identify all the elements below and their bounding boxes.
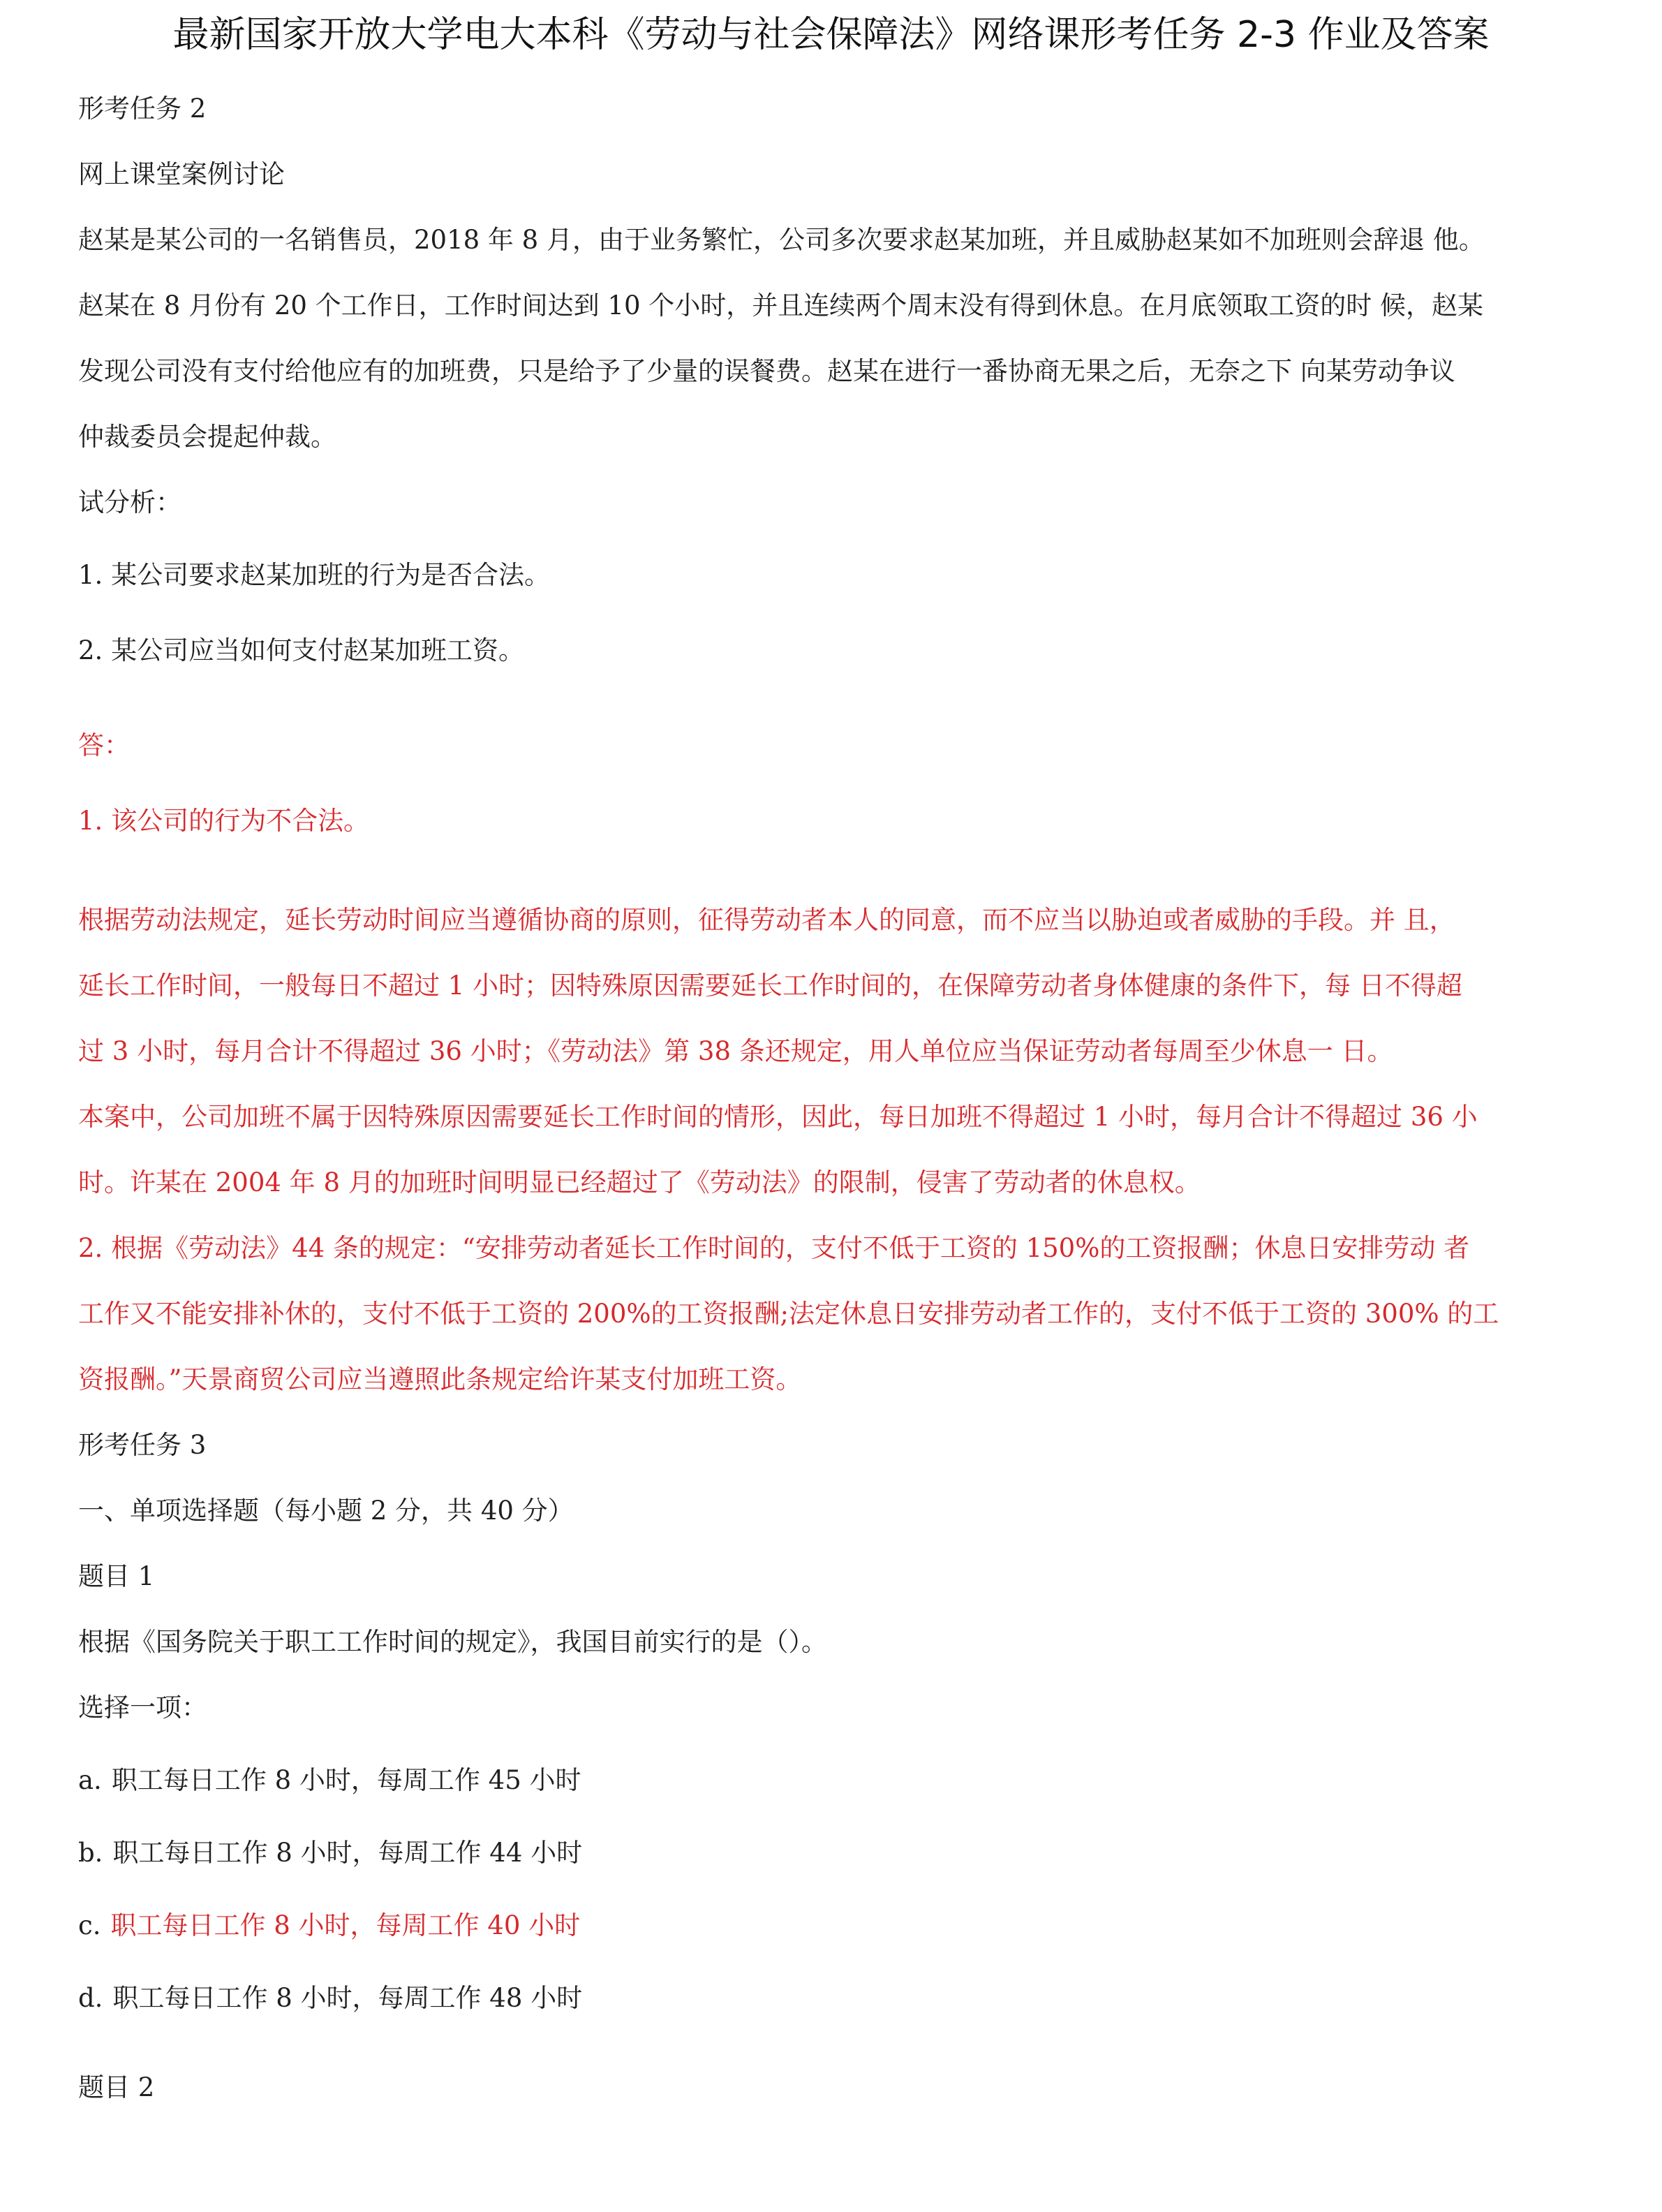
answer-line: 资报酬。”天景商贸公司应当遵照此条规定给许某支付加班工资。 — [78, 1364, 802, 1394]
answer-line: 时。许某在 2004 年 8 月的加班时间明显已经超过了《劳动法》的限制，侵害了劳动者的休息权。 — [78, 1167, 1201, 1197]
answer-line: 根据劳动法规定，延长劳动时间应当遵循协商的原则，征得劳动者本人的同意，而不应当以胁迫或者威胁的手段。并 且， — [78, 905, 1455, 935]
case-line: 赵某在 8 月份有 20 个工作日，工作时间达到 10 个小时，并且连续两个周末没有得到休息。在月底领取工资的时 候，赵某 — [78, 290, 1484, 320]
case-line: 赵某是某公司的一名销售员，2018 年 8 月，由于业务繁忙，公司多次要求赵某加班，并且威胁赵某如不加班则会辞退 他。 — [78, 225, 1485, 255]
case-line: 发现公司没有支付给他应有的加班费，只是给予了少量的误餐费。赵某在进行一番协商无果之后，无奈之下 向某劳动争议 — [78, 356, 1455, 386]
task3-heading: 形考任务 3 — [78, 1430, 207, 1460]
answer-line: 本案中，公司加班不属于因特殊原因需要延长工作时间的情形，因此，每日加班不得超过 1 小时，每月合计不得超过 36 小 — [78, 1102, 1478, 1132]
option-text-correct: 职工每日工作 8 小时，每周工作 40 小时 — [110, 1910, 581, 1940]
task3-section-title: 一、单项选择题（每小题 2 分，共 40 分） — [78, 1496, 574, 1526]
answer-line: 延长工作时间，一般每日不超过 1 小时；因特殊原因需要延长工作时间的，在保障劳动者身体健康的条件下，每 日不得超 — [78, 971, 1462, 1001]
case-line: 仲裁委员会提起仲裁。 — [78, 422, 336, 452]
question-item: 1. 某公司要求赵某加班的行为是否合法。 — [78, 560, 551, 590]
answer-item: 1. 该公司的行为不合法。 — [78, 806, 370, 836]
answer-label: 答： — [78, 730, 130, 760]
choice-prompt: 选择一项： — [78, 1693, 207, 1723]
option-key: b. — [78, 1838, 103, 1868]
option-text: 职工每日工作 8 小时，每周工作 48 小时 — [112, 1983, 583, 2013]
question-label: 题目 1 — [78, 1561, 155, 1591]
option-c — [78, 1906, 580, 1945]
option-a — [78, 1761, 581, 1800]
answer-line: 过 3 小时，每月合计不得超过 36 小时；《劳动法》第 38 条还规定，用人单位应当保证劳动者每周至少休息一 日。 — [78, 1036, 1393, 1066]
option-key: a. — [78, 1765, 102, 1795]
option-d — [78, 1979, 582, 2018]
option-b — [78, 1834, 582, 1873]
option-text: 职工每日工作 8 小时，每周工作 44 小时 — [112, 1838, 583, 1868]
task2-section-title: 网上课堂案例讨论 — [78, 159, 285, 189]
option-key: c. — [78, 1910, 101, 1940]
question-text: 根据《国务院关于职工工作时间的规定》，我国目前实行的是（）。 — [78, 1627, 827, 1657]
question-label: 题目 2 — [78, 2072, 155, 2102]
task2-heading: 形考任务 2 — [78, 94, 207, 124]
answer-line: 工作又不能安排补休的，支付不低于工资的 200%的工资报酬;法定休息日安排劳动者工作的，支付不低于工资的 300% 的工 — [78, 1299, 1499, 1329]
option-key: d. — [78, 1983, 103, 2013]
option-text: 职工每日工作 8 小时，每周工作 45 小时 — [111, 1765, 581, 1795]
question-item: 2. 某公司应当如何支付赵某加班工资。 — [78, 635, 525, 665]
document-title: 最新国家开放大学电大本科《劳动与社会保障法》网络课形考任务 2-3 作业及答案 — [172, 14, 1490, 56]
analysis-label: 试分析： — [78, 487, 181, 517]
answer-line: 2. 根据《劳动法》44 条的规定：“安排劳动者延长工作时间的，支付不低于工资的 150%的工资报酬；休息日安排劳动 者 — [78, 1233, 1470, 1263]
